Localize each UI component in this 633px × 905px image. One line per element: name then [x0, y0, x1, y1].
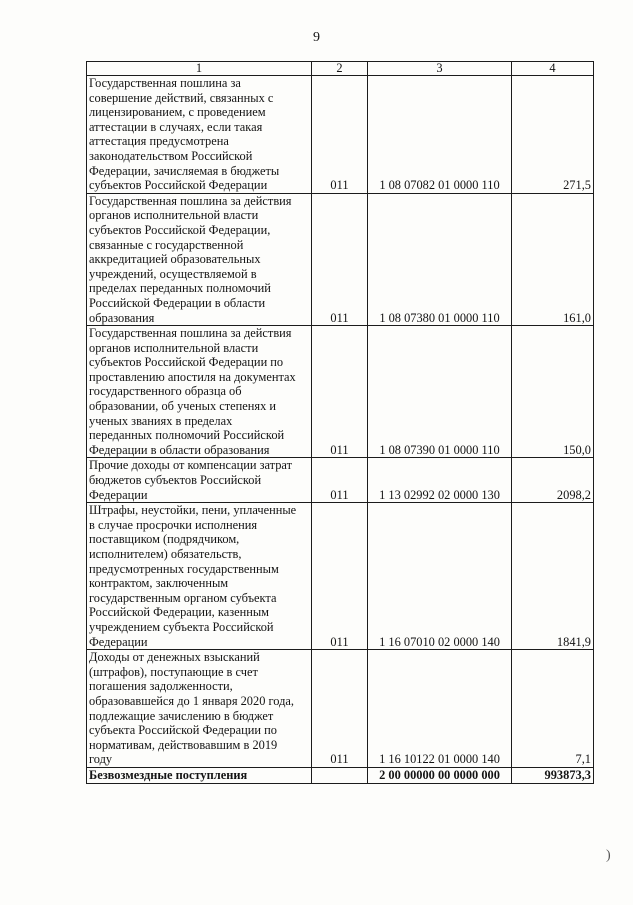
amount-cell: 1841,9	[512, 503, 594, 650]
total-amount-cell: 993873,3	[512, 767, 594, 783]
amount-cell: 2098,2	[512, 458, 594, 503]
table-row	[87, 326, 594, 458]
admin-code-cell: 011	[312, 76, 368, 194]
revenue-name-cell	[87, 326, 312, 458]
admin-code-cell: 011	[312, 458, 368, 503]
table-row	[87, 458, 594, 503]
total-name-cell: Безвозмездные поступления	[87, 767, 312, 783]
table-row	[87, 193, 594, 325]
column-header: 4	[512, 62, 594, 76]
margin-mark: )	[606, 848, 611, 863]
table-row	[87, 503, 594, 650]
table-row	[87, 76, 594, 194]
classification-code-cell: 1 16 10122 01 0000 140	[368, 650, 512, 768]
revenue-name-cell	[87, 458, 312, 503]
revenue-name: Доходы от денежных взысканий (штрафов), поступающие в счет погашения задолженности, образовавшейся до 1 января 2020 года, подлежащие зачислению в бюджет субъекта Российской Федерации по нормативам, действовавшим в 2019 году	[89, 650, 295, 767]
revenue-name-cell	[87, 650, 312, 768]
revenue-name: Государственная пошлина за действия органов исполнительной власти субъектов Российской Федерации, связанные с государственной аккредитацией образовательных учреждений, осуществляемой в пределах переданных полномочий Российской Федерации в области образования	[89, 193, 292, 325]
column-header: 2	[312, 62, 368, 76]
revenue-name-cell	[87, 503, 312, 650]
revenue-name: Штрафы, неустойки, пени, уплаченные в случае просрочки исполнения поставщиком (подрядчиком, исполнителем) обязательств, предусмотренных государственным контрактом, заключенным государственным органом субъекта Российской Федерации, казенным учреждением субъекта Российской Федерации	[89, 503, 297, 649]
revenue-name: Государственная пошлина за совершение действий, связанных с лицензированием, с проведением аттестации в случаях, если такая аттестация предусмотрена законодательством Российской Федерации, зачисляемая в бюджеты субъектов Российской Федерации	[89, 76, 280, 193]
classification-code-cell: 1 13 02992 02 0000 130	[368, 458, 512, 503]
admin-code-cell: 011	[312, 650, 368, 768]
revenue-name-cell	[87, 76, 312, 194]
revenue-table	[86, 61, 594, 784]
amount-cell: 7,1	[512, 650, 594, 768]
total-row	[87, 767, 594, 783]
table-header-row	[87, 62, 594, 76]
column-header: 3	[368, 62, 512, 76]
column-header: 1	[87, 62, 312, 76]
total-code-cell: 2 00 00000 00 0000 000	[368, 767, 512, 783]
table-row	[87, 650, 594, 768]
classification-code-cell: 1 08 07390 01 0000 110	[368, 326, 512, 458]
revenue-name: Прочие доходы от компенсации затрат бюджетов субъектов Российской Федерации	[89, 458, 293, 502]
amount-cell: 161,0	[512, 193, 594, 325]
admin-code-cell: 011	[312, 193, 368, 325]
amount-cell: 150,0	[512, 326, 594, 458]
admin-code-cell: 011	[312, 326, 368, 458]
revenue-name: Государственная пошлина за действия органов исполнительной власти субъектов Российской Федерации по проставлению апостиля на документах государственного образца об образовании, об ученых степенях и ученых званиях в пределах переданных полномочий Российской Федерации в области образования	[89, 326, 296, 457]
amount-cell: 271,5	[512, 76, 594, 194]
classification-code-cell: 1 08 07380 01 0000 110	[368, 193, 512, 325]
classification-code-cell: 1 16 07010 02 0000 140	[368, 503, 512, 650]
revenue-name-cell	[87, 193, 312, 325]
classification-code-cell: 1 08 07082 01 0000 110	[368, 76, 512, 194]
admin-code-cell: 011	[312, 503, 368, 650]
page-number: 9	[313, 30, 320, 45]
total-admin-cell	[312, 767, 368, 783]
